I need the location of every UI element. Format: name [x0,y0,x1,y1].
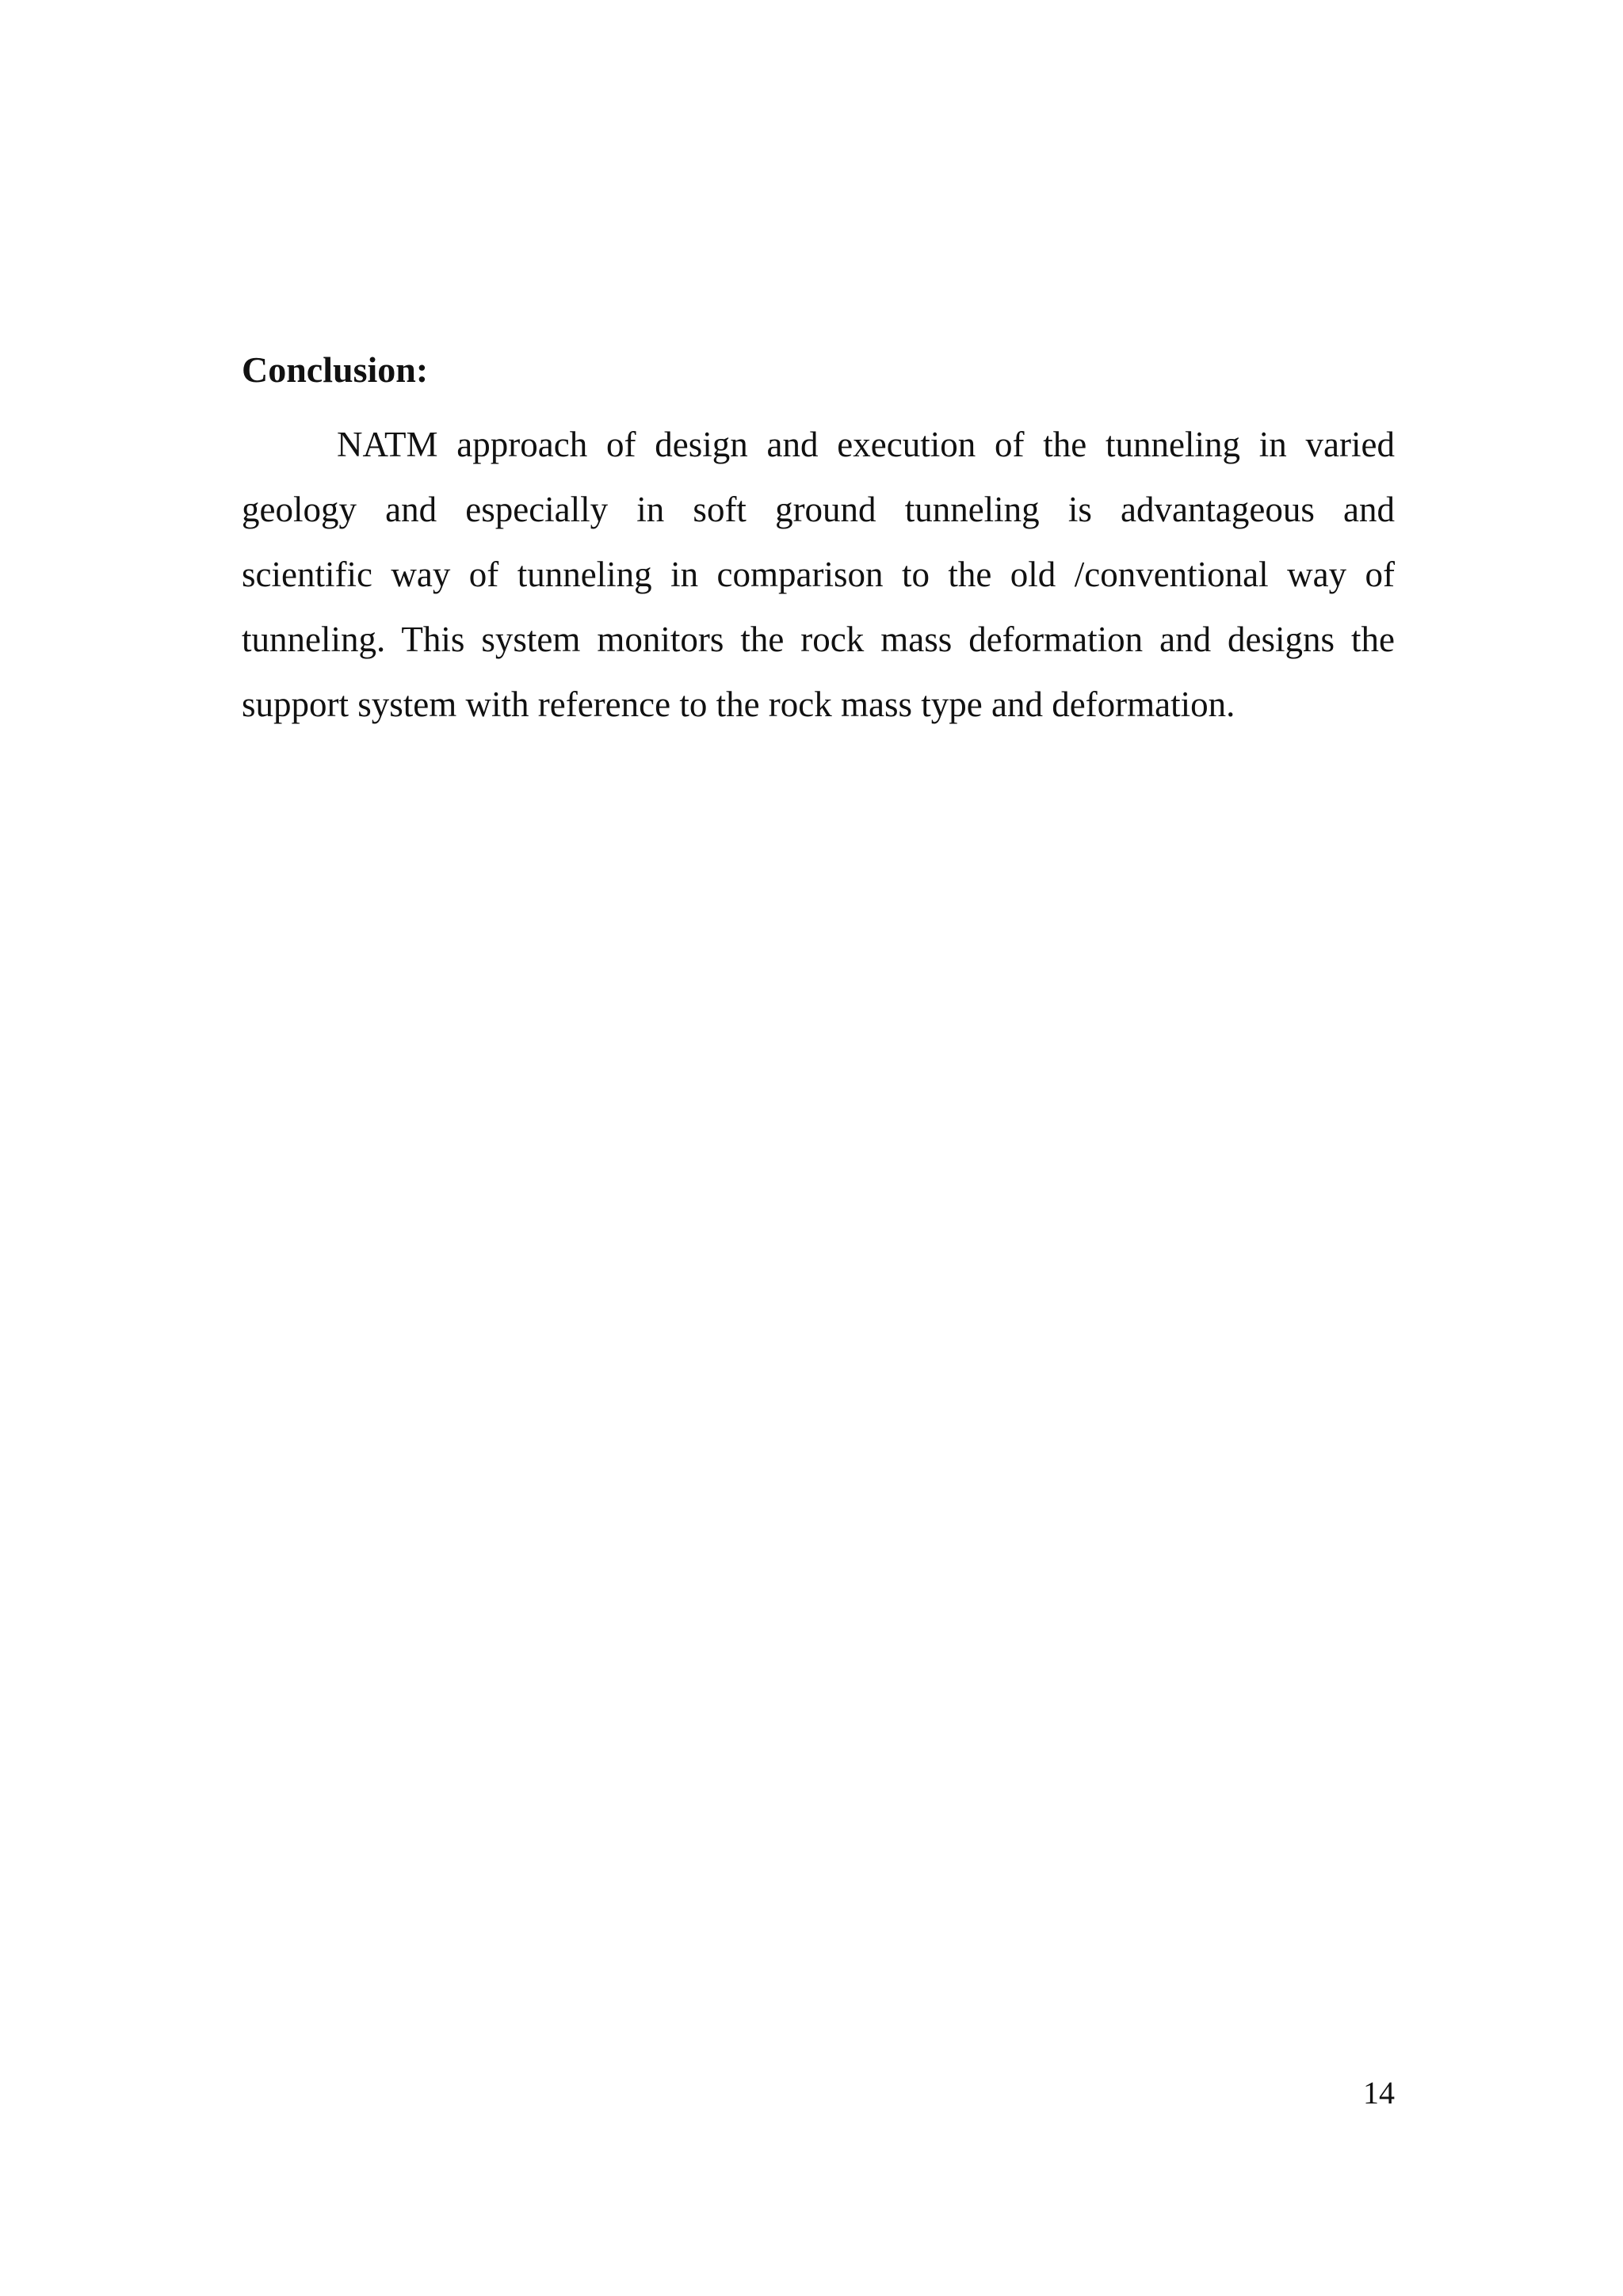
section-heading: Conclusion: [242,349,429,390]
paragraph-line-5: support system with reference to the rock mass type and deformation. [242,685,1235,724]
paragraph-line-4: tunneling. This system monitors the rock mass deformation and designs the [242,620,1395,659]
paragraph-line-2: geology and especially in soft ground tunneling is advantageous and [242,490,1395,529]
conclusion-paragraph [242,412,1395,737]
page-number: 14 [1363,2075,1395,2111]
paragraph-line-3: scientific way of tunneling in comparison to the old /conventional way of [242,555,1395,594]
paragraph-line-1: NATM approach of design and execution of the tunneling in varied [337,425,1395,464]
